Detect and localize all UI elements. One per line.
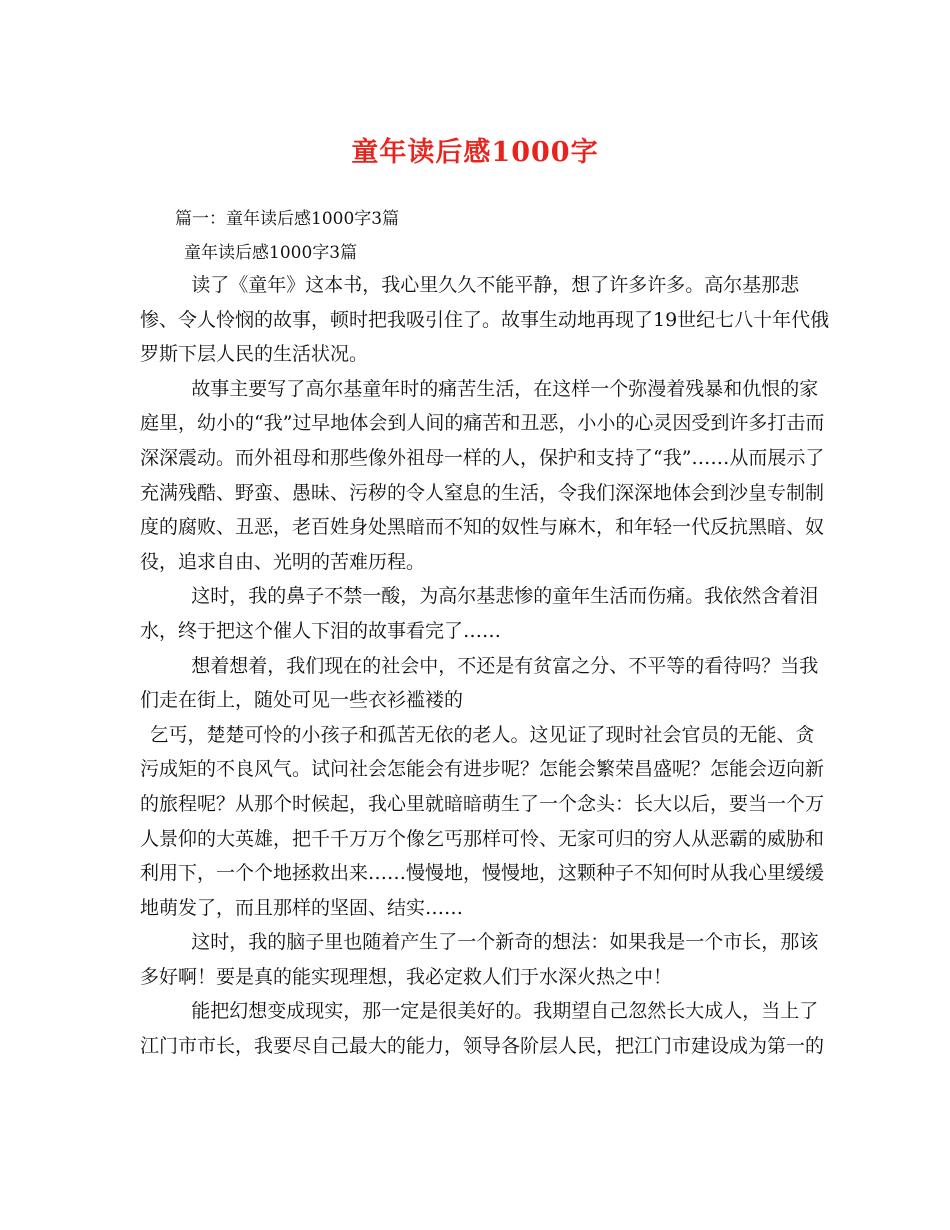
document-title: 童年读后感1000字 [351,137,599,168]
body-text [140,268,830,1064]
section-heading: 篇一：童年读后感1000字3篇 [175,209,400,229]
paragraph: 乞丐，楚楚可怜的小孩子和孤苦无依的老人。这见证了现时社会官员的无能、贪污成矩的不良风气。试问社会怎能会有进步呢？怎能会繁荣昌盛呢？怎能会迈向新的旅程呢？从那个时候起，我心里就暗暗萌生了一个念头：长大以后，要当一个万人景仰的大英雄，把千千万万个像乞丐那样可怜、无家可归的穷人从恶霸的威胁和利用下，一个个地拯救出来……慢慢地，慢慢地，这颗种子不知何时从我心里缓缓地萌发了，而且那样的坚固、结实…… [140,723,825,919]
paragraph: 这时，我的脑子里也随着产生了一个新奇的想法：如果我是一个市长，那该多好啊！要是真的能实现理想，我必定救人们于水深火热之中！ [140,931,819,988]
paragraph: 故事主要写了高尔基童年时的痛苦生活，在这样一个弥漫着残暴和仇恨的家庭里，幼小的“我”过早地体会到人间的痛苦和丑恶，小小的心灵因受到许多打击而深深震动。而外祖母和那些像外祖母一样的人，保护和支持了“我”……从而展示了充满残酷、野蛮、愚昧、污秽的令人窒息的生活，令我们深深地体会到沙皇专制制度的腐败、丑恶，老百姓身处黑暗而不知的奴性与麻木，和年轻一代反抗黑暗、奴役，追求自由、光明的苦难历程。 [140,377,825,573]
subsection-heading: 童年读后感1000字3篇 [184,243,358,263]
paragraph: 能把幻想变成现实，那一定是很美好的。我期望自己忽然长大成人，当上了江门市市长，我要尽自己最大的能力，领导各阶层人民，把江门市建设成为第一的 [140,1000,825,1058]
paragraph: 想着想着，我们现在的社会中，不还是有贫富之分、不平等的看待吗？当我们走在街上，随处可见一些衣衫褴褛的 [140,654,819,712]
paragraph: 读了《童年》这本书，我心里久久不能平静，想了许多许多。高尔基那悲惨、令人怜悯的故事，顿时把我吸引住了。故事生动地再现了19世纪七八十年代俄罗斯下层人民的生活状况。 [140,274,830,366]
paragraph: 这时，我的鼻子不禁一酸，为高尔基悲惨的童年生活而伤痛。我依然含着泪水，终于把这个催人下泪的故事看完了…… [140,585,819,642]
